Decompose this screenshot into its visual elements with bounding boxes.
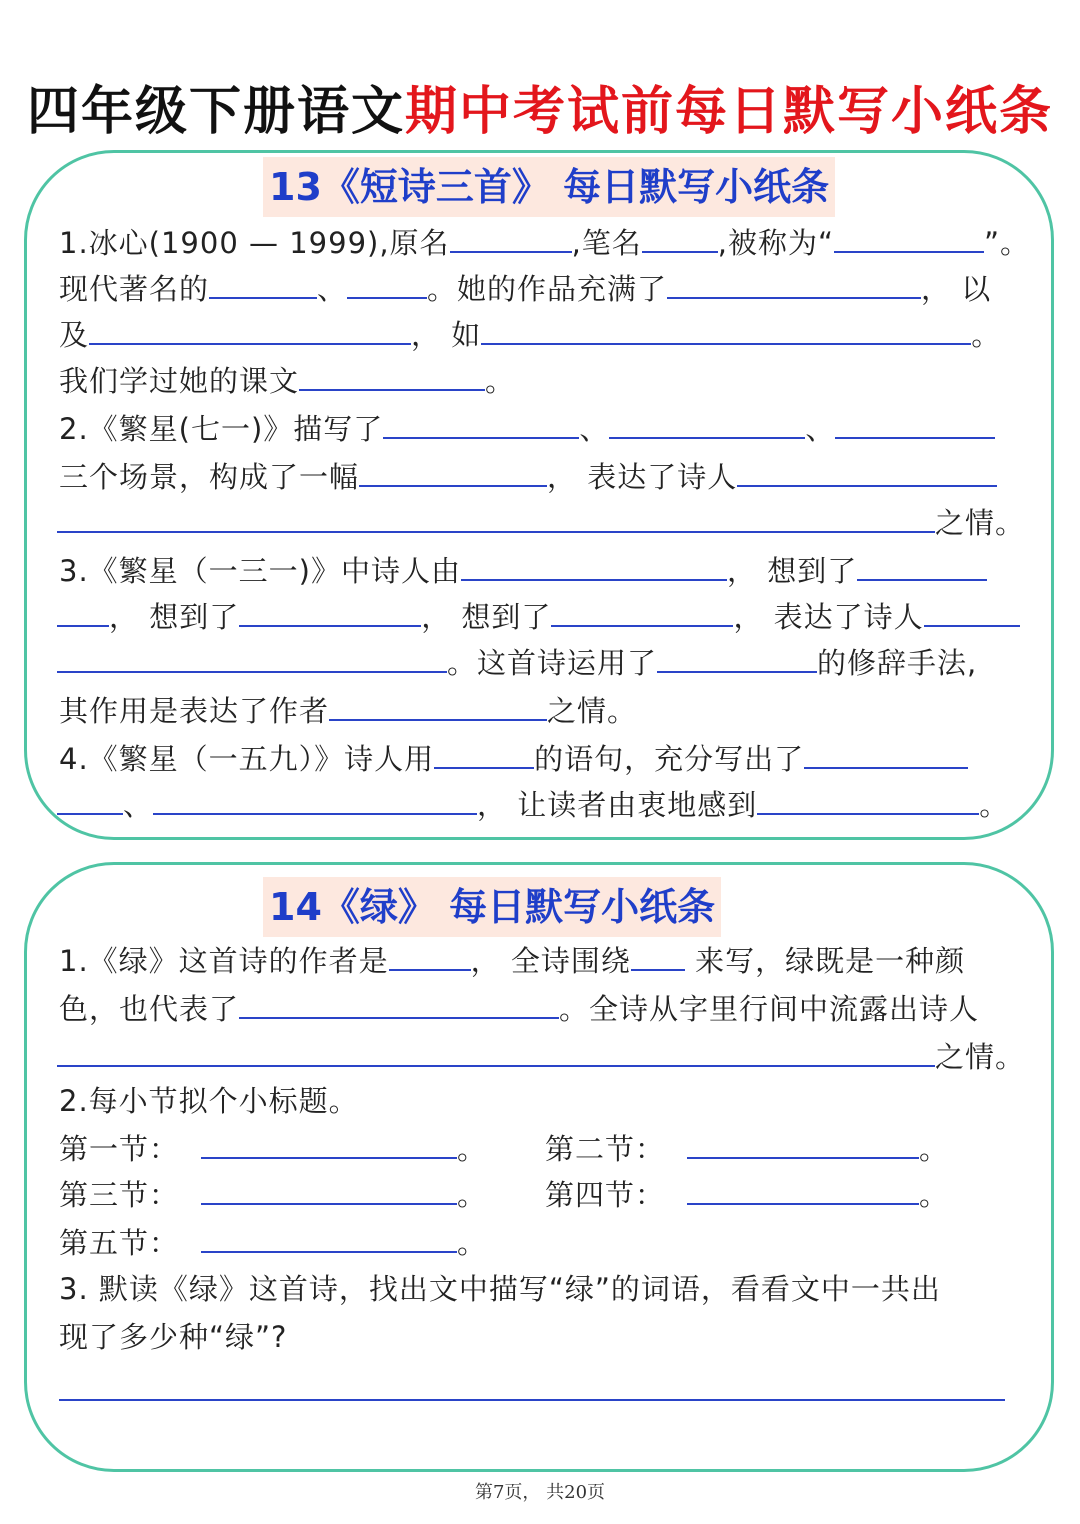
section-title-row: 第五节： 。 xyxy=(59,1221,487,1261)
answer-blank[interactable] xyxy=(834,221,984,253)
question-line: 。这首诗运用了 的修辞手法, xyxy=(57,641,977,681)
question-line: 色，也代表了 。全诗从字里行间中流露出诗人 xyxy=(59,987,979,1027)
answer-blank[interactable] xyxy=(609,407,805,439)
question-line: 2.《繁星(七一)》描写了 、 、 xyxy=(59,407,995,447)
answer-blank[interactable] xyxy=(434,737,534,769)
answer-blank[interactable] xyxy=(347,267,427,299)
question-line: 我们学过她的课文 。 xyxy=(59,359,515,399)
question-line: 2.每小节拟个小标题。 xyxy=(59,1084,359,1118)
answer-blank[interactable] xyxy=(209,267,317,299)
answer-blank[interactable] xyxy=(657,641,817,673)
answer-blank[interactable] xyxy=(239,987,559,1019)
page-title xyxy=(0,80,1080,144)
section-title-row: 第二节： 。 xyxy=(545,1127,949,1167)
answer-blank[interactable] xyxy=(857,549,987,581)
answer-blank[interactable] xyxy=(687,1173,919,1205)
answer-blank[interactable] xyxy=(631,939,685,971)
question-line: 三个场景，构成了一幅 ， 表达了诗人 xyxy=(59,455,997,495)
card-title-lesson-14: 14《绿》 每日默写小纸条 xyxy=(263,877,721,937)
answer-blank[interactable] xyxy=(359,455,547,487)
answer-blank[interactable] xyxy=(687,1127,919,1159)
answer-blank[interactable] xyxy=(924,595,1020,627)
page-title-red: 期中考试前每日默写小纸条 xyxy=(405,82,1054,142)
answer-blank[interactable] xyxy=(59,1397,1005,1401)
answer-blank[interactable] xyxy=(57,641,447,673)
answer-blank[interactable] xyxy=(89,313,411,345)
answer-blank[interactable] xyxy=(642,221,718,253)
question-line: 1.冰心(1900 — 1999),原名 ,笔名 ,被称为“ ”。 xyxy=(59,221,1030,261)
answer-blank[interactable] xyxy=(239,595,421,627)
question-line: 现代著名的 、 。她的作品充满了 ， 以 xyxy=(59,267,991,307)
section-title-row: 第三节： 。 xyxy=(59,1173,487,1213)
section-title-row: 第一节： 。 xyxy=(59,1127,487,1167)
question-line: 之情。 xyxy=(57,1035,1025,1075)
answer-blank[interactable] xyxy=(757,783,979,815)
answer-blank[interactable] xyxy=(450,221,572,253)
question-line: 3.《繁星（一三一)》中诗人由 ， 想到了 xyxy=(59,549,987,589)
answer-blank[interactable] xyxy=(804,737,968,769)
answer-blank[interactable] xyxy=(835,407,995,439)
answer-blank[interactable] xyxy=(383,407,579,439)
question-line: ， 想到了 ， 想到了 ， 表达了诗人 xyxy=(57,595,1020,635)
answer-blank[interactable] xyxy=(201,1127,457,1159)
page-title-black: 四年级下册语文 xyxy=(26,82,405,142)
answer-blank[interactable] xyxy=(299,359,485,391)
question-line: 及 ， 如 。 xyxy=(59,313,1001,353)
card-title-lesson-13: 13《短诗三首》 每日默写小纸条 xyxy=(263,157,835,217)
answer-blank[interactable] xyxy=(57,1035,935,1067)
answer-blank[interactable] xyxy=(389,939,471,971)
answer-blank[interactable] xyxy=(57,783,123,815)
section-title-row: 第四节： 。 xyxy=(545,1173,949,1213)
answer-blank[interactable] xyxy=(201,1173,457,1205)
question-line: 现了多少种“绿”? xyxy=(59,1320,288,1354)
answer-blank[interactable] xyxy=(461,549,727,581)
worksheet-card-lesson-13 xyxy=(24,150,1054,840)
answer-blank[interactable] xyxy=(551,595,733,627)
answer-blank[interactable] xyxy=(201,1221,457,1253)
question-line: 、 ， 让读者由衷地感到 。 xyxy=(57,783,1009,823)
question-line: 之情。 xyxy=(57,501,1025,541)
question-line: 3. 默读《绿》这首诗，找出文中描写“绿”的词语，看看文中一共出 xyxy=(59,1272,941,1306)
answer-blank[interactable] xyxy=(481,313,971,345)
question-line: 4.《繁星（一五九）》诗人用 的语句，充分写出了 xyxy=(59,737,968,777)
worksheet-card-lesson-14 xyxy=(24,862,1054,1472)
answer-blank[interactable] xyxy=(153,783,477,815)
answer-blank[interactable] xyxy=(737,455,997,487)
page-number: 第7页， 共20页 xyxy=(474,1482,606,1503)
question-line: 其作用是表达了作者 之情。 xyxy=(59,689,637,729)
question-line: 1.《绿》这首诗的作者是 ， 全诗围绕 来写，绿既是一种颜 xyxy=(59,939,965,979)
answer-blank[interactable] xyxy=(57,595,109,627)
answer-blank[interactable] xyxy=(667,267,921,299)
answer-blank[interactable] xyxy=(57,501,935,533)
answer-blank[interactable] xyxy=(329,689,547,721)
